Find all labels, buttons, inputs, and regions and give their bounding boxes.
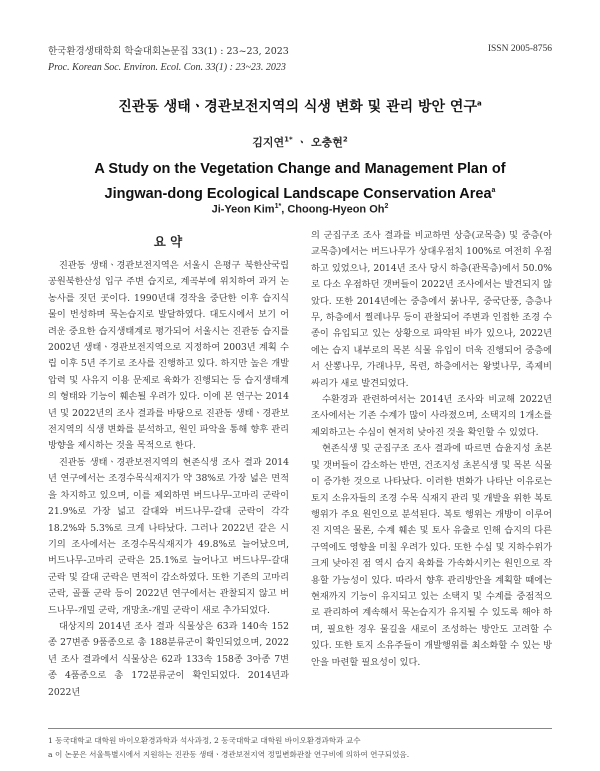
author-2-english-sup: 2 xyxy=(384,203,389,210)
journal-name-korean: 한국환경생태학회 학술대회논문집 33(1) : 23~23, 2023 xyxy=(48,46,289,57)
author-2-korean-sup: 2 xyxy=(342,135,348,144)
author-2-korean: 오충현 xyxy=(310,136,343,149)
footnote-divider xyxy=(48,728,552,729)
journal-name-english: Proc. Korean Soc. Environ. Ecol. Con. 33(1) : 23~23. 2023 xyxy=(48,62,286,73)
abstract-paragraph: 진관동 생태ㆍ경관보전지역은 서울시 은평구 북한산국립공원북한산성 입구 주변 습지로, 계곡부에 위치하여 과거 논농사를 짓던 곳이다. 1990년대 경작을 중단한 이후 습지식물이 번성하며 묵논습지로 발달하였다. 대도시에서 보기 어려운 중요한 습지생태계로 평가되어 서울시는 진관동 습지를 2002년 생태ㆍ경관보전지역으로 지정하여 2003년 계획 수립 이후 5년 주기로 조사를 진행하고 있다. 하지만 높은 개발압력 및 사유지 이용 문제로 육화가 진행되는 등 습지생태계의 형태와 기능이 훼손될 우려가 있다. 이에 본 연구는 2014년 및 2022년의 조사 결과를 바탕으로 진관동 생태ㆍ경관보전지역의 식생 변화를 분석하고, 원인 파악을 통해 향후 관리 방향을 제시하는 것을 목적으로 한다. xyxy=(48,260,289,452)
author-1-korean-sup: 1* xyxy=(284,135,293,144)
abstract-right-column xyxy=(311,228,552,671)
author-2-english: Choong-Hyeon Oh xyxy=(287,203,385,216)
title-english xyxy=(0,158,600,205)
author-separator-korean: ㆍ xyxy=(292,136,311,149)
title-english-line-2 xyxy=(0,180,600,205)
issn: ISSN 2005-8756 xyxy=(487,44,552,54)
abstract-paragraph: 현존식생 및 군집구조 조사 결과에 따르면 습윤지성 초본 및 갯버들이 감소하는 반면, 건조지성 초본식생 및 목본 식물이 증가한 것으로 나타났다. 이러한 변화가 나타난 이유로는 토지 소유자들의 조경 수목 식재지 관리 및 개발을 위한 복토 행위가 주요 원인으로 분석된다. 복토 행위는 개방이 이루어진 지역은 물론, 수계 훼손 및 토사 유출로 인해 습지의 다른 구역에도 영향을 미칠 우려가 있다. 또한 수심 및 지하수위가 크게 낮아진 점 역시 습지 육화를 가속화시키는 원인으로 작용할 가능성이 있다. 따라서 향후 관리방안을 계획할 때에는 현재까지 기능이 유지되고 있는 소택지 및 수계를 중점적으로 관리하여 계속해서 묵논습지가 유지될 수 있도록 해야 하며, 필요한 경우 물길을 새로이 조성하는 방안도 고려할 수 있다. 또한 토지 소유주들이 개발행위를 최소화할 수 있는 방안을 마련할 필요성이 있다. xyxy=(311,443,552,668)
abstract-paragraph: 대상지의 2014년 조사 결과 식물상은 63과 140속 152종 27변종 9품종으로 총 188분류군이 확인되었으며, 2022년 조사 결과에서 식물상은 62과 133속 158종 3아종 7변종 4품종으로 총 172분류군이 확인되었다. 2014년과 2022년 xyxy=(48,620,289,698)
footnote-affiliation: 1 동국대학교 대학원 바이오환경과학과 석사과정, 2 동국대학교 대학원 바이오환경과학과 교수 xyxy=(48,736,361,745)
title-english-sup: a xyxy=(491,187,496,194)
authors-english xyxy=(0,203,600,216)
journal-header xyxy=(48,44,289,76)
author-1-english-sup: 1* xyxy=(274,203,282,210)
authors-korean xyxy=(0,134,600,150)
abstract-heading: 요 약 xyxy=(153,234,183,249)
author-separator-english: , xyxy=(281,203,288,216)
abstract-left-column xyxy=(48,258,289,701)
footnotes xyxy=(48,734,552,762)
title-english-line-1: A Study on the Vegetation Change and Management Plan of xyxy=(94,161,506,177)
abstract-paragraph-continued: 의 군집구조 조사 결과를 비교하면 상층(교목층) 및 중층(아교목층)에서는 버드나무가 상대우점치 100%로 여전히 우점하고 있었으나, 2014년 조사 당시 하층(관목층)에서 50.0%로 다소 우점하던 갯버들이 2022년 조사에서는 발견되지 않았다. 또한 2014년에는 중층에서 붉나무, 중국단풍, 층층나무, 하층에서 찔레나무 등이 관찰되어 주변과 인접한 조경 수종이 유입되고 있는 상황으로 파악된 바가 있으나, 2022년에는 습지 내부로의 목본 식물 유입이 더욱 진행되어 중층에서 산뽕나무, 가래나무, 목련, 하층에서는 왕벚나무, 족제비싸리가 새로 발견되었다. xyxy=(311,230,552,389)
title-korean-sup: a xyxy=(476,99,482,108)
title-korean-text: 진관동 생태ㆍ경관보전지역의 식생 변화 및 관리 방안 연구 xyxy=(118,99,477,115)
footnote-funding: a 이 논문은 서울특별시에서 지원하는 진관동 생태ㆍ경관보전지역 정밀변화관찰 연구비에 의하여 연구되었음. xyxy=(48,750,410,759)
abstract-paragraph: 진관동 생태ㆍ경관보전지역의 현존식생 조사 결과 2014년 연구에서는 조경수목식재지가 약 38%로 가장 넓은 면적을 차지하고 있으며, 이를 제외하면 버드나무-고마리 군락이 21.9%로 가장 넓고 갈대와 버드나무-갈대 군락이 각각 18.2%와 5.3%로 크게 나타났다. 그러나 2022년 같은 시기의 조사에서는 조경수목식재지가 49.8%로 늘어났으며, 버드나무-고마리 군락은 25.1%로 늘어나고 버드나무-갈대 군락 및 갈대 군락은 면적이 감소하였다. 또한 기존의 고마리 군락, 골풀 군락 등이 2022년 연구에서는 관찰되지 않고 버드나무-개밀 군락, 개망초-개밀 군락이 새로 추가되었다. xyxy=(48,456,289,616)
author-1-english: Ji-Yeon Kim xyxy=(211,203,275,216)
title-korean xyxy=(0,96,600,116)
abstract-paragraph: 수환경과 관련하여서는 2014년 조사와 비교해 2022년 조사에서는 기존 수계가 많이 사라졌으며, 소택지의 1개소를 제외하고는 수심이 현저히 낮아진 것을 확인할 수 있었다. xyxy=(311,394,552,438)
author-1-korean: 김지연 xyxy=(252,136,285,149)
title-english-line-2-text: Jingwan-dong Ecological Landscape Conservation Area xyxy=(104,185,492,202)
